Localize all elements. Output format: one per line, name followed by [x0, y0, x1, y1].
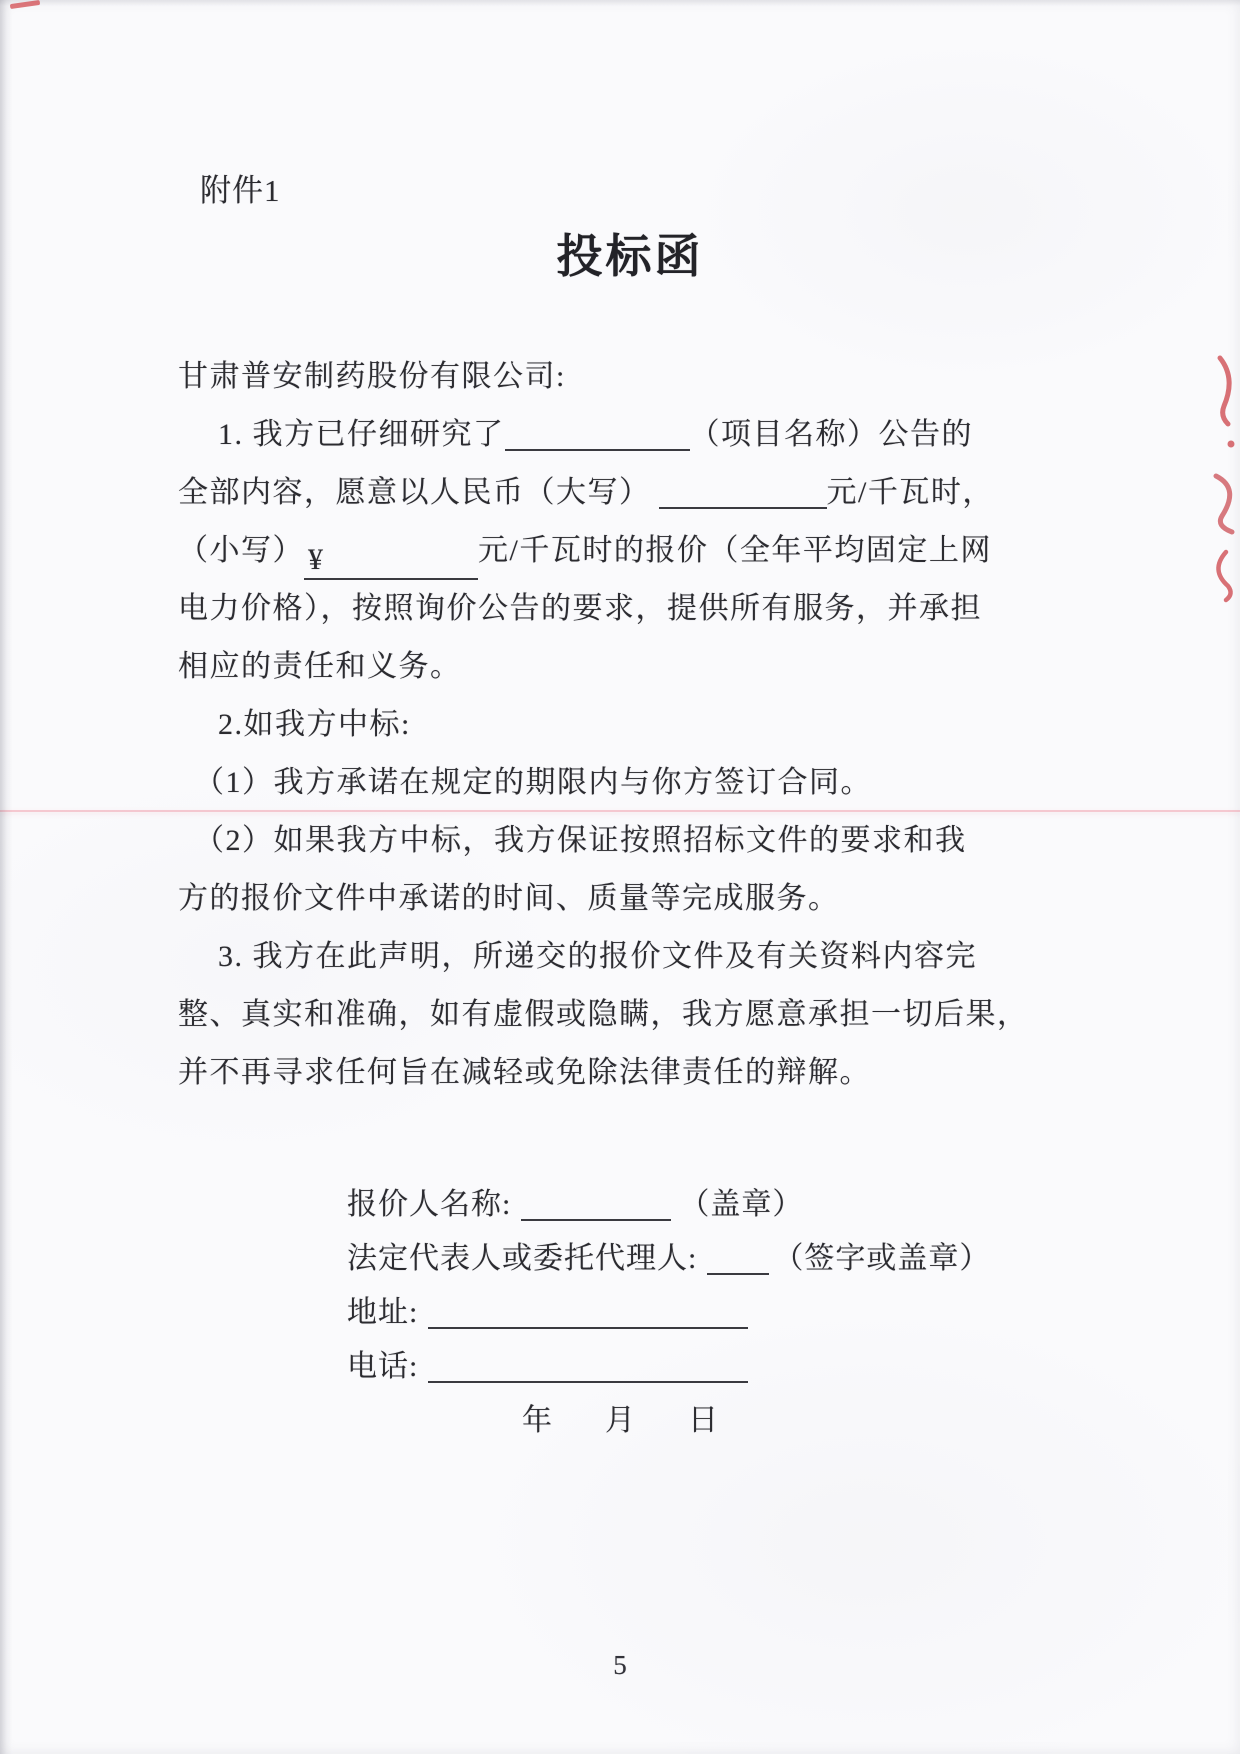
document-title: 投标函 [556, 231, 704, 282]
phone-label: 电话: [347, 1350, 419, 1383]
date-row [347, 1394, 990, 1448]
clause3-line2: 整、真实和准确，如有虚假或隐瞒，我方愿意承担一切后果， [178, 998, 1029, 1031]
clause1-line1 [178, 406, 978, 464]
clause3-line1: 3. 我方在此声明，所递交的报价文件及有关资料内容完 [218, 940, 977, 973]
blank-representative [707, 1243, 769, 1275]
representative-seal-note: （签字或盖章） [773, 1242, 991, 1275]
bidder-name-row [347, 1178, 990, 1232]
clause2-item1: （1）我方承诺在规定的期限内与你方签订合同。 [194, 766, 872, 799]
clause1-line4: 电力价格），按照询价公告的要求，提供所有服务，并承担 [178, 592, 982, 625]
date-day-label: 日 [688, 1404, 719, 1437]
date-year-label: 年 [522, 1404, 553, 1437]
phone-row [347, 1340, 990, 1394]
representative-row [347, 1232, 990, 1286]
clause1-line2 [178, 464, 994, 522]
salutation: 甘肃普安制药股份有限公司: [178, 360, 566, 393]
blank-project-name [505, 419, 690, 451]
date-month-label: 月 [605, 1404, 636, 1437]
blank-address [428, 1297, 748, 1329]
bidder-seal-note: （盖章） [679, 1188, 804, 1221]
clause1-line2-pre: 全部内容，愿意以人民币（大写） [178, 476, 651, 509]
page-number: 5 [613, 1650, 627, 1680]
blank-bidder-name [521, 1189, 671, 1221]
clause1-line3-post: 元/千瓦时的报价（全年平均固定上网 [478, 534, 992, 567]
clause3-line3: 并不再寻求任何旨在减轻或免除法律责任的辩解。 [178, 1056, 871, 1089]
clause1-line3-pre: （小写） [178, 534, 304, 567]
bidder-name-label: 报价人名称: [347, 1188, 512, 1221]
blank-price-numeric: ¥ [304, 542, 478, 580]
red-ink-mark-top-edge [10, 0, 40, 9]
address-label: 地址: [347, 1296, 419, 1329]
clause1-line2-post: 元/千瓦时， [826, 476, 994, 509]
clause2-heading: 2.如我方中标: [218, 708, 411, 741]
clause2-item2-line1: （2）如果我方中标，我方保证按照招标文件的要求和我 [194, 824, 967, 857]
signature-block [347, 1178, 990, 1448]
clause1-line1-pre: 1. 我方已仔细研究了 [218, 418, 505, 451]
clause2-item2-line2: 方的报价文件中承诺的时间、质量等完成服务。 [178, 882, 840, 915]
red-ink-marks-right-margin [1198, 348, 1240, 608]
pink-fold-line-artifact [0, 810, 1240, 812]
address-row [347, 1286, 990, 1340]
blank-phone [428, 1351, 748, 1383]
clause1-line1-post: （项目名称）公告的 [689, 418, 973, 451]
attachment-label: 附件1 [200, 173, 281, 208]
blank-price-in-words [659, 477, 827, 509]
clause1-line3 [178, 522, 992, 580]
representative-label: 法定代表人或委托代理人: [347, 1242, 698, 1275]
document-body [178, 348, 1029, 1102]
clause1-line5: 相应的责任和义务。 [178, 650, 462, 683]
